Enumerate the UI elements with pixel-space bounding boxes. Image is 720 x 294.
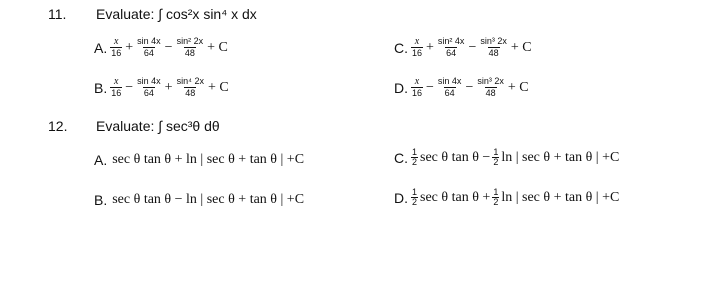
denominator: 48	[185, 88, 196, 98]
numerator: sin³ 2x	[477, 76, 504, 86]
denominator: 16	[111, 88, 122, 98]
fraction	[479, 36, 508, 59]
numerator: x	[414, 36, 420, 47]
option-label: C.	[394, 39, 408, 56]
operator: +	[125, 39, 134, 55]
operator: −	[426, 79, 434, 95]
option-text: sec θ tan θ −	[420, 149, 491, 165]
constant: + C	[510, 39, 532, 55]
fraction	[136, 76, 162, 99]
numerator: 1	[493, 147, 499, 157]
option-label: A.	[94, 39, 108, 56]
numerator: x	[114, 36, 119, 47]
operator: −	[465, 79, 474, 95]
denominator: 48	[488, 48, 499, 58]
numerator: sin² 2x	[176, 36, 204, 46]
fraction	[176, 36, 205, 59]
constant: + C	[207, 79, 229, 95]
denominator: 2	[493, 197, 499, 207]
operator: +	[164, 79, 173, 95]
numerator: 1	[412, 147, 418, 157]
question-12-stem: Evaluate: ∫ sec³θ dθ	[96, 118, 220, 134]
denominator: 64	[143, 88, 154, 98]
option-label: B.	[94, 79, 108, 96]
q12-option-d[interactable]	[394, 188, 619, 207]
fraction	[110, 76, 122, 99]
q12-option-c[interactable]	[394, 148, 619, 167]
option-text: sec θ tan θ − ln | sec θ + tan θ | +C	[112, 192, 305, 207]
q11-option-c[interactable]	[394, 36, 533, 59]
constant: + C	[507, 79, 529, 95]
option-label: D.	[394, 79, 408, 96]
denominator: 64	[446, 48, 457, 58]
fraction	[411, 36, 423, 59]
option-label: C.	[394, 149, 408, 166]
option-text: ln | sec θ + tan θ | +C	[501, 149, 620, 165]
numerator: sin² 4x	[437, 36, 465, 46]
numerator: sin⁴ 2x	[176, 76, 204, 86]
operator: −	[468, 39, 477, 55]
numerator: 1	[493, 187, 499, 197]
question-11-stem: Evaluate: ∫ cos²x sin⁴ x dx	[96, 6, 257, 22]
fraction	[476, 76, 505, 99]
fraction	[437, 76, 463, 99]
numerator: sin³ 2x	[480, 36, 507, 46]
denominator: 2	[412, 197, 418, 207]
option-label: D.	[394, 189, 408, 206]
denominator: 2	[493, 157, 499, 167]
half-fraction	[492, 148, 499, 167]
option-label: A.	[94, 152, 108, 168]
fraction	[136, 36, 162, 59]
q11-option-a[interactable]	[94, 36, 229, 59]
denominator: 2	[412, 157, 418, 167]
q12-option-a[interactable]	[94, 152, 304, 168]
half-fraction	[492, 188, 499, 207]
half-fraction	[411, 148, 418, 167]
question-11-number: 11.	[48, 6, 67, 22]
option-label: B.	[94, 192, 108, 208]
fraction	[176, 76, 205, 99]
option-text: ln | sec θ + tan θ | +C	[501, 189, 620, 205]
denominator: 64	[444, 88, 455, 98]
fraction	[411, 76, 423, 99]
operator: −	[125, 79, 134, 95]
q11-option-d[interactable]	[394, 76, 530, 99]
denominator: 64	[143, 48, 154, 58]
denominator: 16	[111, 48, 122, 58]
constant: + C	[207, 39, 228, 55]
operator: −	[164, 39, 173, 55]
numerator: sin 4x	[437, 76, 462, 86]
option-text: sec θ tan θ +	[420, 189, 491, 205]
option-text: sec θ tan θ + ln | sec θ + tan θ | +C	[112, 152, 305, 167]
q12-option-b[interactable]	[94, 192, 304, 208]
numerator: sin 4x	[137, 36, 161, 46]
question-12-number: 12.	[48, 118, 68, 134]
denominator: 16	[412, 48, 423, 58]
numerator: sin 4x	[137, 76, 161, 86]
denominator: 48	[184, 48, 195, 58]
numerator: 1	[412, 187, 418, 197]
denominator: 48	[485, 88, 496, 98]
fraction	[110, 36, 122, 59]
half-fraction	[411, 188, 418, 207]
fraction	[437, 36, 466, 59]
operator: +	[426, 39, 434, 55]
numerator: x	[114, 76, 119, 87]
numerator: x	[414, 76, 420, 87]
q11-option-b[interactable]	[94, 76, 230, 99]
denominator: 16	[412, 88, 423, 98]
